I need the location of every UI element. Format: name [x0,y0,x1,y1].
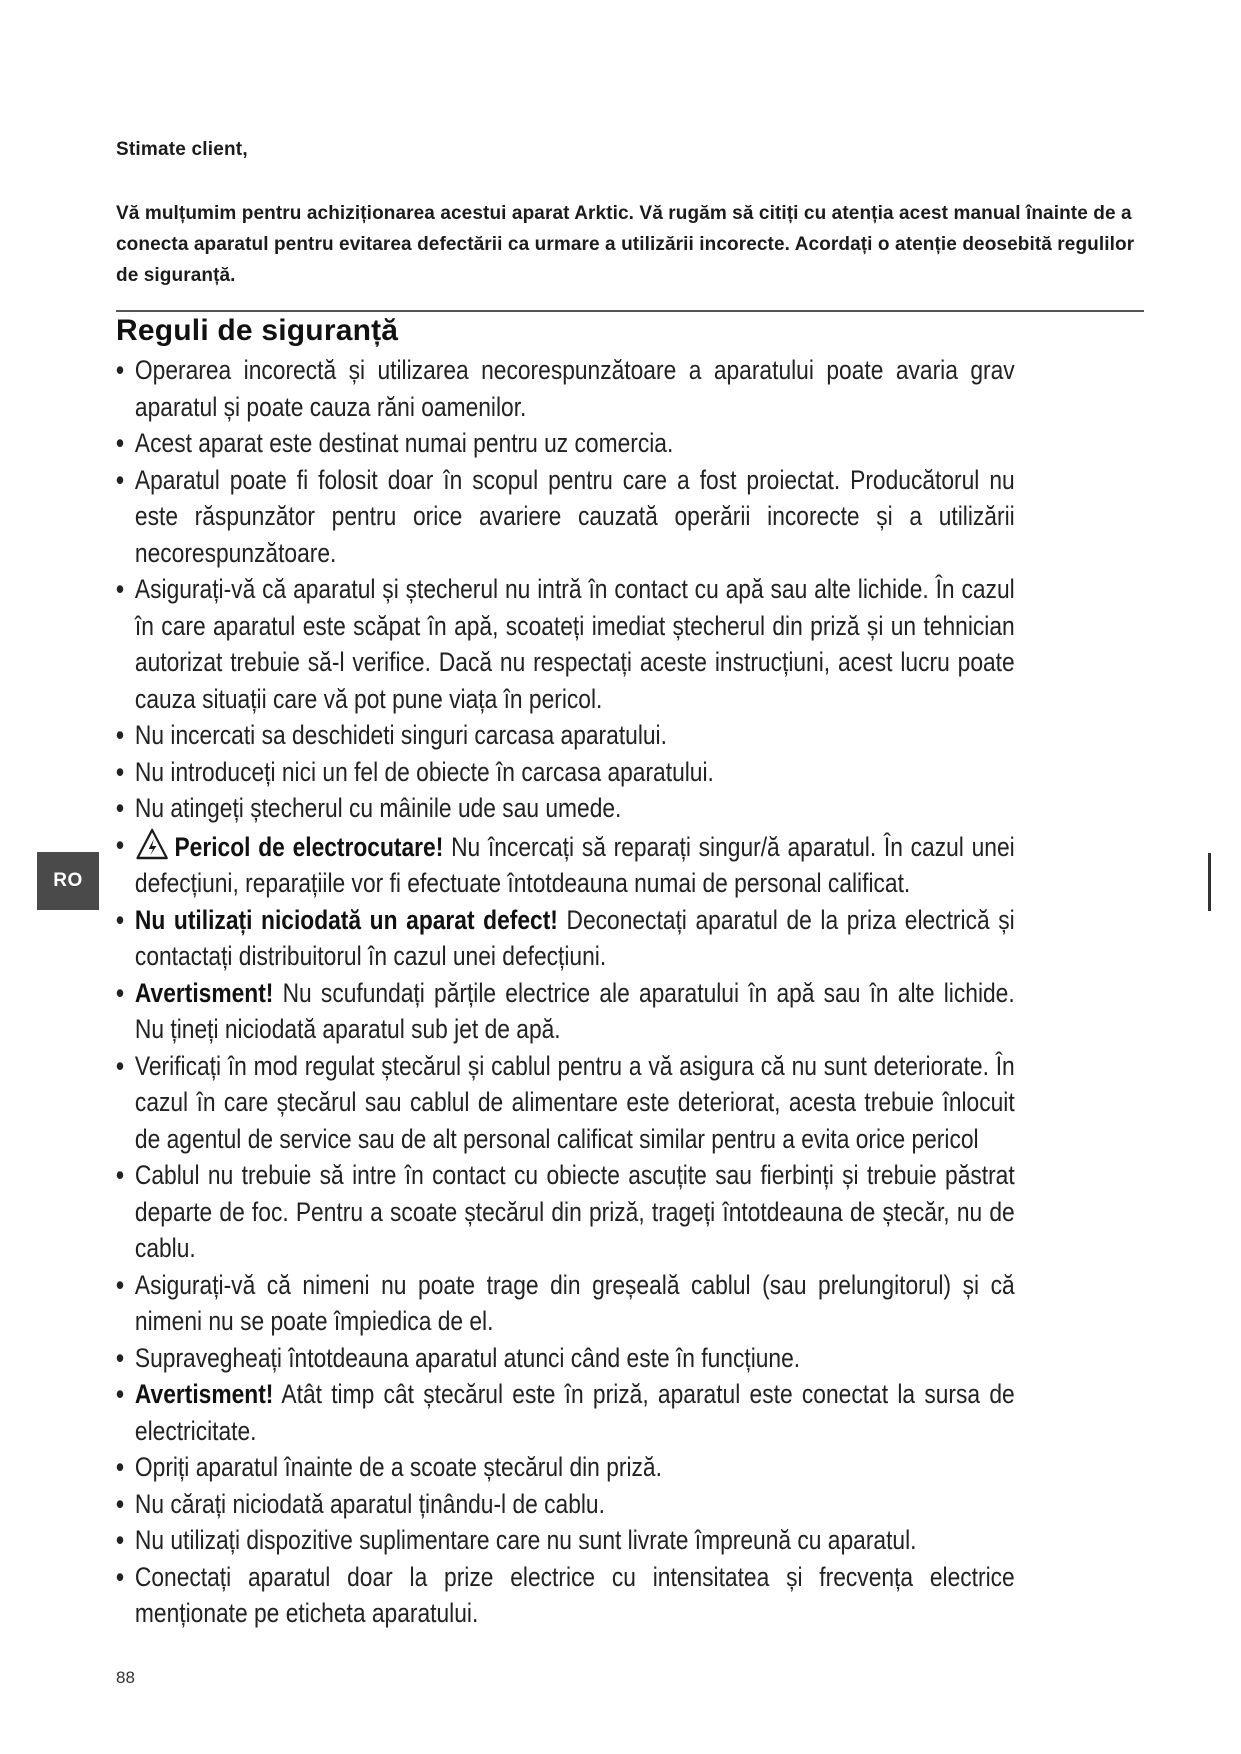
bullet: • [116,904,124,935]
bullet: • [116,720,124,750]
greeting: Stimate client, [116,139,248,160]
rule-text: Verificați în mod regulat ștecărul și cablul pentru a vă asigura că nu sunt deteriorate. În cazul în care ștecărul sau cablul de alimentare este deteriorat, acesta trebuie înlocuit de agentul de service sau de alt personal calificat similar pentru a evita orice pericol [134,1050,1015,1154]
safety-rule [116,1522,1015,1559]
safety-rules-list [116,352,1015,1632]
language-tab [37,852,99,910]
rule-text: Nu scufundați părțile electrice ale aparatului în apă sau în alte lichide. Nu țineți niciodată aparatul sub jet de apă. [134,977,1015,1044]
rule-text: Operarea incorectă și utilizarea necorespunzătoare a aparatului poate avaria grav aparatul și poate cauza răni oamenilor. [134,355,1015,422]
rule-text: Acest aparat este destinat numai pentru uz comercia. [134,428,674,458]
bullet: • [116,1269,124,1300]
safety-rule [116,1048,1015,1158]
bullet: • [116,1525,124,1555]
safety-rule [116,1449,1015,1486]
language-tab-label: RO [53,870,83,891]
safety-rule [116,975,1015,1048]
rule-text: Opriți aparatul înainte de a scoate ștecărul din priză. [134,1452,662,1482]
safety-rule [116,1157,1015,1267]
safety-rule [116,1559,1015,1632]
rule-text: Nu utilizați dispozitive suplimentare care nu sunt livrate împreună cu aparatul. [134,1525,917,1555]
rule-text: Nu cărați niciodată aparatul ținându-l de cablu. [134,1488,605,1519]
bullet: • [116,1561,124,1592]
bullet: • [116,464,124,495]
bullet: • [116,574,124,604]
safety-rule [116,425,1015,462]
rule-text: Supravegheați întotdeauna aparatul atunci când este în funcțiune. [134,1342,801,1373]
rule-text: Nu atingeți ștecherul cu mâinile ude sau umede. [134,793,622,823]
bullet: • [116,1050,124,1081]
bullet: • [116,1160,124,1190]
page-number: 88 [116,1668,135,1687]
bullet: • [116,355,124,385]
section-title: Reguli de siguranță [116,314,399,347]
safety-rule [116,571,1015,717]
rule-text: Nu incercati sa deschideti singuri carcasa aparatului. [134,720,667,750]
intro-paragraph: Vă mulțumim pentru achiziționarea acestui aparat Arktic. Vă rugăm să citiți cu atenția acest manual înainte de a conecta aparatul pentru evitarea defectării ca urmare a utilizării incorecte. Acordați o atenție deosebită regulilor de siguranță. [116,203,1135,286]
rule-text: Asigurați-vă că nimeni nu poate trage din greșeală cablul (sau prelungitorul) și că nimeni nu se poate împiedica de el. [134,1269,1015,1336]
divider [116,310,1144,312]
bullet: • [116,756,124,787]
rule-emphasis: Pericol de electrocutare! [174,831,444,862]
bullet: • [116,1379,124,1409]
bullet: • [116,1452,124,1482]
bullet: • [116,1342,124,1373]
rule-text: Cablul nu trebuie să intre în contact cu obiecte ascuțite sau fierbinți și trebuie păstrat departe de foc. Pentru a scoate ștecărul din priză, trageți întotdeauna de ștecăr, nu de cablu. [134,1160,1015,1263]
safety-rule [116,1267,1015,1340]
rule-text: Asigurați-vă că aparatul și ștecherul nu intră în contact cu apă sau alte lichide. În cazul în care aparatul este scăpat în apă, scoateți imediat ștecherul din priză și un tehnician autorizat trebuie să-l verifice. Dacă nu respectați aceste instrucțiuni, acest lucru poate cauza situații care vă pot pune viața în pericol. [134,574,1015,714]
margin-marker [1208,853,1211,911]
electric-warning-icon [135,827,169,861]
bullet: • [116,829,124,860]
bullet: • [116,428,124,458]
safety-rule [116,462,1015,572]
rule-emphasis: Nu utilizați niciodată un aparat defect! [134,904,558,935]
safety-rule [116,717,1015,754]
rule-text: Nu introduceți nici un fel de obiecte în carcasa aparatului. [134,756,714,787]
rule-text: Conectați aparatul doar la prize electrice cu intensitatea și frecvența electrice menționate pe eticheta aparatului. [134,1561,1015,1628]
bullet: • [116,977,124,1008]
rule-text: Deconectați aparatul de la priza electrică și contactați distribuitorul în cazul unei defecțiuni. [134,904,1015,971]
safety-rule [116,790,1015,827]
safety-rule [116,827,1015,902]
bullet: • [116,793,124,823]
rule-text: Aparatul poate fi folosit doar în scopul pentru care a fost proiectat. Producătorul nu este răspunzător pentru orice avariere cauzată operării incorecte și a utilizării necorespunzătoare. [134,464,1015,568]
safety-rule [116,902,1015,975]
safety-rule [116,754,1015,791]
bullet: • [116,1488,124,1519]
safety-rule [116,352,1015,425]
rule-emphasis: Avertisment! [134,977,274,1008]
rule-emphasis: Avertisment! [134,1379,274,1409]
safety-rule [116,1376,1015,1449]
safety-rule [116,1486,1015,1523]
safety-rule [116,1340,1015,1377]
rule-text: Nu încercați să reparați singur/ă aparatul. În cazul unei defecțiuni, reparațiile vor fi efectuate întotdeauna numai de personal calificat. [134,831,1015,898]
rule-text: Atât timp cât ștecărul este în priză, aparatul este conectat la sursa de electricitate. [134,1379,1015,1446]
